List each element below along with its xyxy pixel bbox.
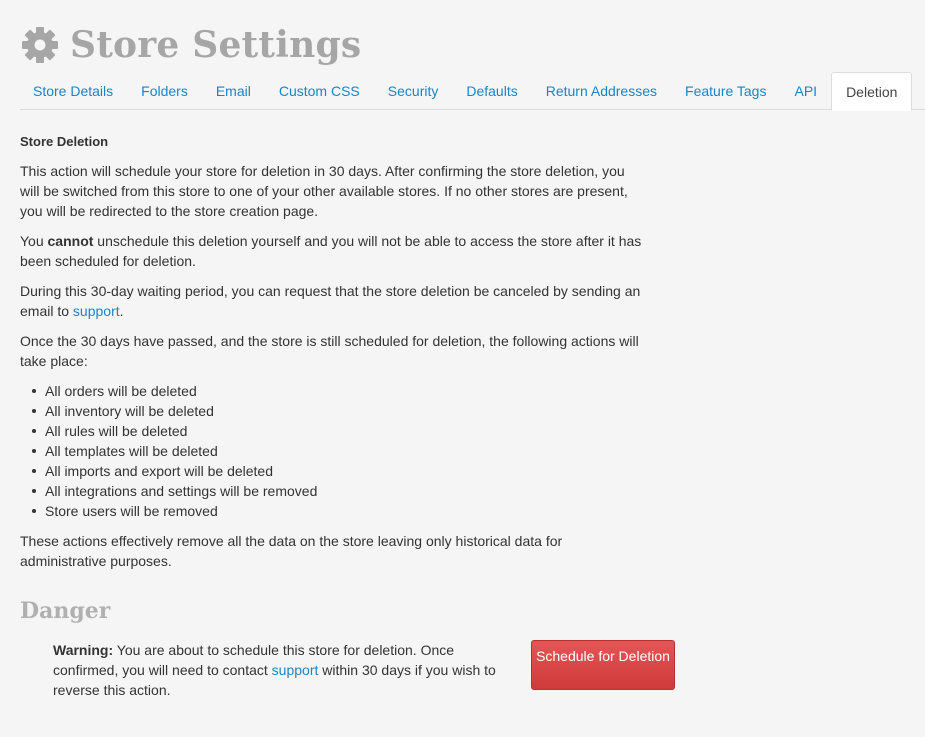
p3-prefix: During this 30-day waiting period, you can request that the store deletion be canceled by sending an email to (20, 283, 641, 319)
tab-defaults[interactable]: Defaults (466, 83, 518, 99)
tab-return-addresses[interactable]: Return Addresses (545, 83, 658, 99)
page-header (20, 20, 361, 70)
tab-deletion[interactable]: Deletion (831, 72, 912, 111)
waiting-period-paragraph (20, 281, 645, 321)
deletion-actions-list (20, 381, 645, 521)
tab-store-details[interactable]: Store Details (33, 83, 114, 99)
list-item: All templates will be deleted (20, 441, 645, 461)
list-item: All imports and export will be deleted (20, 461, 645, 481)
settings-tabs (20, 72, 925, 110)
tab-feature-tags[interactable]: Feature Tags (685, 83, 767, 99)
actions-intro-paragraph: Once the 30 days have passed, and the store is still scheduled for deletion, the following actions will take place: (20, 333, 639, 369)
deletion-content (20, 132, 645, 581)
list-item: All inventory will be deleted (20, 401, 645, 421)
list-item: Store users will be removed (20, 501, 645, 521)
deletion-intro-paragraph: This action will schedule your store for deletion in 30 days. After confirming the store deletion, you will be switched from this store to one of your other available stores. If no other stores are present, you will be redirected to the store creation page. (20, 163, 628, 219)
tab-folders[interactable]: Folders (141, 83, 188, 99)
tab-custom-css[interactable]: Custom CSS (278, 83, 360, 99)
section-heading: Store Deletion (20, 134, 109, 149)
tab-api[interactable]: API (794, 83, 818, 99)
list-item: All rules will be deleted (20, 421, 645, 441)
summary-paragraph: These actions effectively remove all the data on the store leaving only historical data for administrative purposes. (20, 533, 563, 569)
schedule-for-deletion-button[interactable]: Schedule for Deletion (531, 640, 675, 690)
warning-text: You are about to schedule this store for deletion. Once confirmed, you will need to contact (53, 642, 455, 678)
p2-suffix: unschedule this deletion yourself and you will not be able to access the store after it has been scheduled for deletion. (20, 233, 642, 269)
danger-heading: Danger (20, 598, 111, 624)
warning-suffix: within 30 days if you wish to reverse this action. (53, 662, 496, 698)
warning-message (53, 640, 513, 700)
cannot-unschedule-paragraph (20, 231, 645, 271)
warning-support-link[interactable]: support (271, 662, 319, 678)
warning-label: Warning: (53, 642, 114, 658)
list-item: All integrations and settings will be removed (20, 481, 645, 501)
tab-security[interactable]: Security (387, 83, 439, 99)
tab-email[interactable]: Email (215, 83, 251, 99)
p3-suffix: . (119, 303, 124, 319)
page-title: Store Settings (70, 24, 362, 66)
gear-icon (20, 25, 60, 65)
cannot-emphasis: cannot (47, 233, 94, 249)
support-link[interactable]: support (72, 303, 120, 319)
p2-prefix: You (20, 233, 48, 249)
list-item: All orders will be deleted (20, 381, 645, 401)
